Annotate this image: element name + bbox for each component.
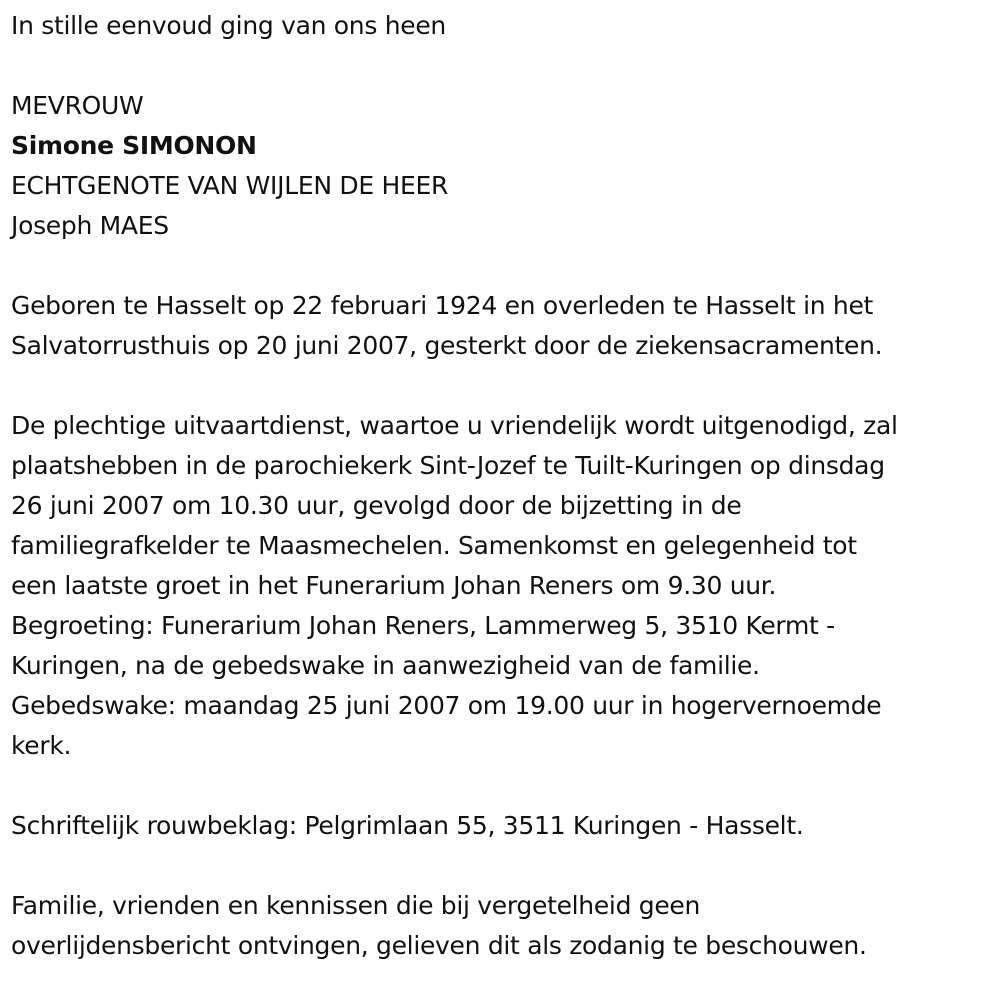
paragraph-line: De plechtige uitvaartdienst, waartoe u vriendelijk wordt uitgenodigd, zal	[11, 411, 898, 440]
paragraph-line: Geboren te Hasselt op 22 februari 1924 en overleden te Hasselt in het	[11, 291, 874, 320]
spacer	[11, 46, 991, 86]
paragraph-line: Begroeting: Funerarium Johan Reners, Lammerweg 5, 3510 Kermt -	[11, 611, 835, 640]
intro-line: In stille eenvoud ging van ons heen	[11, 11, 446, 40]
paragraph-line: Familie, vrienden en kennissen die bij vergetelheid geen	[11, 891, 701, 920]
spacer	[11, 366, 991, 406]
paragraph-line: plaatshebben in de parochiekerk Sint-Jozef te Tuilt-Kuringen op dinsdag	[11, 451, 885, 480]
spacer	[11, 246, 991, 286]
paragraph-line: Gebedswake: maandag 25 juni 2007 om 19.00 uur in hogervernoemde	[11, 691, 882, 720]
relation-line: ECHTGENOTE VAN WIJLEN DE HEER	[11, 171, 449, 200]
paragraph-line: 26 juni 2007 om 10.30 uur, gevolgd door de bijzetting in de	[11, 491, 742, 520]
condolences-line: Schriftelijk rouwbeklag: Pelgrimlaan 55, 3511 Kuringen - Hasselt.	[11, 811, 804, 840]
spouse-name: Joseph MAES	[11, 211, 169, 240]
paragraph-line: een laatste groet in het Funerarium Johan Reners om 9.30 uur.	[11, 571, 777, 600]
paragraph-line: kerk.	[11, 731, 72, 760]
deceased-name: Simone SIMONON	[11, 131, 257, 160]
paragraph-line: familiegrafkelder te Maasmechelen. Samenkomst en gelegenheid tot	[11, 531, 857, 560]
obituary-document	[11, 6, 991, 966]
closing-paragraph	[11, 886, 991, 966]
paragraph-line: Kuringen, na de gebedswake in aanwezigheid van de familie.	[11, 651, 760, 680]
birth-death-paragraph	[11, 286, 991, 366]
paragraph-line: Salvatorrusthuis op 20 juni 2007, gesterkt door de ziekensacramenten.	[11, 331, 883, 360]
title-line: MEVROUW	[11, 91, 144, 120]
spacer	[11, 846, 991, 886]
spacer	[11, 766, 991, 806]
paragraph-line: overlijdensbericht ontvingen, gelieven dit als zodanig te beschouwen.	[11, 931, 867, 960]
funeral-paragraph	[11, 406, 991, 766]
